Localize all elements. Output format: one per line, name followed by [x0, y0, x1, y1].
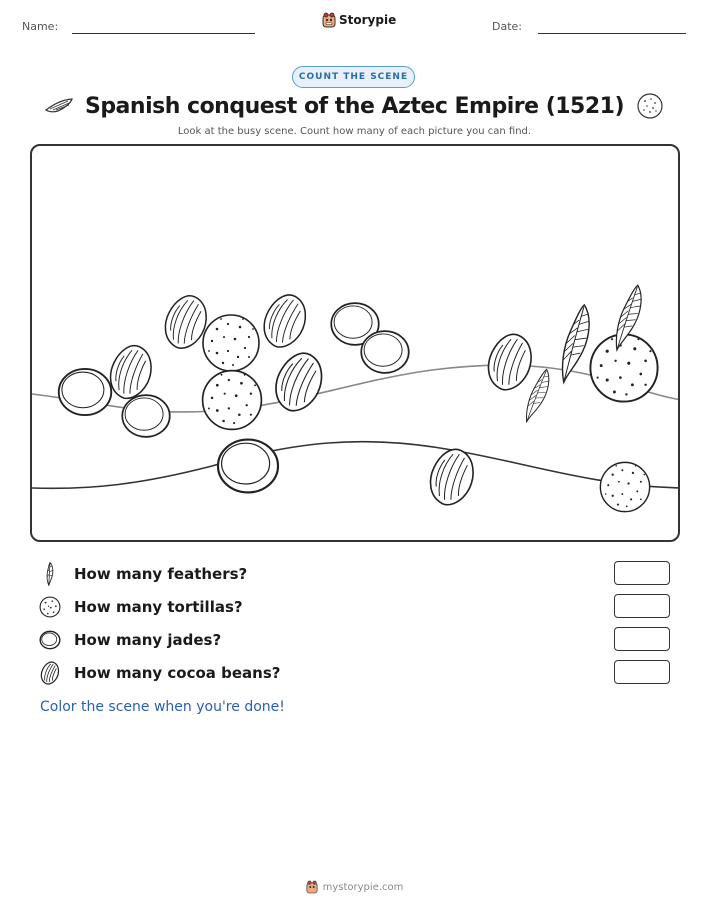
question-row-jades — [38, 627, 670, 653]
question-text: How many jades? — [74, 631, 222, 649]
question-row-feathers — [38, 561, 670, 587]
tortilla-title-icon — [636, 92, 664, 120]
feather — [558, 303, 594, 385]
tortilla — [590, 334, 657, 401]
page-title: Spanish conquest of the Aztec Empire (1521) — [84, 94, 625, 119]
footer — [0, 880, 709, 894]
jade-icon — [38, 628, 62, 652]
question-text: How many feathers? — [74, 565, 248, 583]
tortilla — [203, 371, 262, 430]
answer-box-jades[interactable] — [614, 627, 670, 651]
jade — [59, 369, 112, 415]
answer-box-cocoa-beans[interactable] — [614, 660, 670, 684]
question-text: How many cocoa beans? — [74, 664, 281, 682]
cocoa-bean-icon — [38, 661, 62, 685]
answer-box-feathers[interactable] — [614, 561, 670, 585]
jade — [361, 331, 409, 373]
name-line[interactable] — [72, 33, 255, 34]
feather — [523, 367, 554, 425]
date-label: Date: — [492, 20, 522, 33]
name-label: Name: — [22, 20, 59, 33]
cocoa-bean — [268, 347, 330, 418]
storypie-mascot-icon — [306, 880, 318, 894]
footer-url[interactable]: mystorypie.com — [322, 881, 404, 893]
answer-box-tortillas[interactable] — [614, 594, 670, 618]
count-scene — [30, 144, 680, 542]
jade — [122, 395, 170, 437]
tortilla — [600, 462, 649, 511]
cocoa-bean — [482, 329, 538, 395]
question-row-cocoa-beans — [38, 660, 670, 686]
jade — [218, 440, 278, 493]
tortilla — [203, 315, 259, 371]
scene-drawing — [32, 146, 680, 542]
instructions: Look at the busy scene. Count how many of each picture you can find. — [177, 126, 532, 137]
color-instruction: Color the scene when you're done! — [40, 699, 285, 715]
feather-icon — [38, 562, 62, 586]
tortilla-icon — [38, 595, 62, 619]
brand-name: Storypie — [339, 13, 397, 27]
question-row-tortillas — [38, 594, 670, 620]
question-text: How many tortillas? — [74, 598, 243, 616]
cocoa-bean — [257, 289, 313, 353]
storypie-mascot-icon — [322, 12, 336, 28]
date-line[interactable] — [538, 33, 686, 34]
scene-line-lower — [32, 442, 680, 489]
brand-logo — [322, 12, 396, 28]
cocoa-bean — [104, 341, 157, 404]
activity-badge: COUNT THE SCENE — [292, 66, 415, 88]
